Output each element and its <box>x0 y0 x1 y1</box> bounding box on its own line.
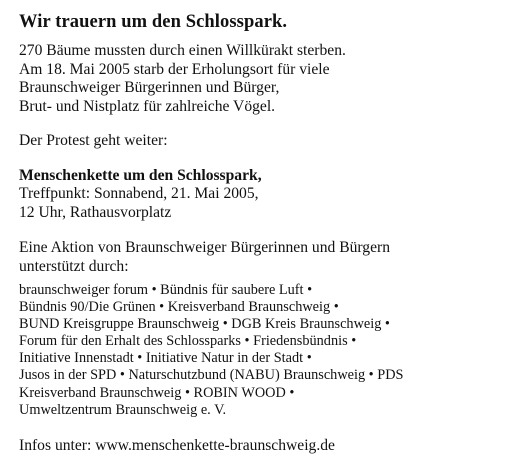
announcement-document <box>19 11 514 455</box>
supporters-line: Forum für den Erhalt des Schlossparks • Friedensbündnis • <box>19 333 357 350</box>
supporters-line: Kreisverband Braunschweig • ROBIN WOOD • <box>19 384 295 401</box>
supporters-list <box>19 282 514 419</box>
protest-lead: Der Protest geht weiter: <box>19 132 168 149</box>
supporters-line: Initiative Innenstadt • Initiative Natur in der Stadt • <box>19 350 312 367</box>
supporters-line: Jusos in der SPD • Naturschutzbund (NABU) Braunschweig • PDS <box>19 367 404 384</box>
info-footer <box>19 437 514 455</box>
supporters-line: BUND Kreisgruppe Braunschweig • DGB Kreis Braunschweig • <box>19 316 390 333</box>
action-line: Eine Aktion von Braunschweiger Bürgerinnen und Bürgern <box>19 239 391 256</box>
intro-line: 270 Bäume mussten durch einen Willkürakt sterben. <box>19 42 346 59</box>
supporters-line: braunschweiger forum • Bündnis für saubere Luft • <box>19 282 313 298</box>
info-url: www.menschenkette-braunschweig.de <box>95 436 335 454</box>
supporters-line: Bündnis 90/Die Grünen • Kreisverband Braunschweig • <box>19 299 339 316</box>
protest-paragraph <box>19 132 514 222</box>
intro-line: Braunschweiger Bürgerinnen und Bürger, <box>19 79 280 96</box>
intro-paragraph <box>19 42 514 116</box>
supporters-line: Umweltzentrum Braunschweig e. V. <box>19 401 227 418</box>
info-prefix: Infos unter: <box>19 436 96 454</box>
time-place: 12 Uhr, Rathausvorplatz <box>19 203 172 221</box>
document-heading: Wir trauern um den Schlosspark. <box>19 12 288 32</box>
event-title: Menschenkette um den Schlosspark, <box>19 166 262 184</box>
intro-line: Am 18. Mai 2005 starb der Erholungsort für viele <box>19 60 330 78</box>
action-line: unterstützt durch: <box>19 257 129 275</box>
intro-line: Brut- und Nistplatz für zahlreiche Vögel. <box>19 97 276 115</box>
action-paragraph <box>19 239 514 276</box>
meeting-point: Treffpunkt: Sonnabend, 21. Mai 2005, <box>19 185 259 202</box>
